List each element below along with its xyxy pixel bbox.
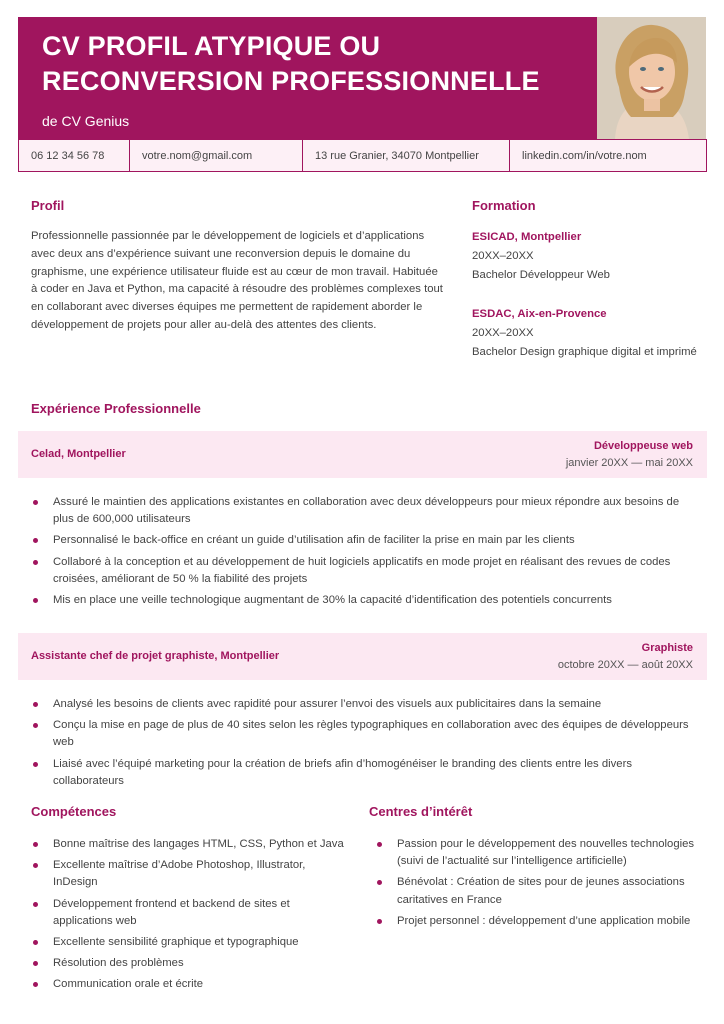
profile-text: Professionnelle passionnée par le développement de logiciels et d’applications avec deux ans d’expérience suivant une reconversion depuis le domaine du graphisme, une expérience utilisateur fluide est au cœur de mon travail. Habituée à coder en Java et Python, ma capacité à résoudre des problèmes complexes tout en collaborant avec diverses équipes me permettent de rapidement aborder le développement de projets pour aller au-delà des attentes des clients. <box>31 230 443 331</box>
interests-heading: Centres d’intérêt <box>369 804 473 819</box>
list-item: Projet personnel : développement d’une application mobile <box>375 913 695 930</box>
education-school: ESDAC, Aix-en-Provence <box>472 308 607 320</box>
job-dates: janvier 20XX — mai 20XX <box>565 457 693 469</box>
list-item: Collaboré à la conception et au développement de huit logiciels applicatifs en mode projet en réalisant des revues de codes croisées, améliorant de 50 % la fiabilité des projets <box>31 554 701 588</box>
list-item: Excellente maîtrise d’Adobe Photoshop, Illustrator, InDesign <box>31 857 351 891</box>
job-header <box>18 431 707 478</box>
profile-heading: Profil <box>31 198 65 213</box>
job-company: Assistante chef de projet graphiste, Montpellier <box>31 650 280 662</box>
job-bullets <box>31 696 701 794</box>
list-item: Assuré le maintien des applications existantes en collaboration avec deux développeurs pour mieux répondre aux besoins de plus de 600,000 utilisateurs <box>31 494 701 528</box>
list-item: Communication orale et écrite <box>31 976 351 993</box>
education-item <box>472 305 702 362</box>
experience-heading: Expérience Professionnelle <box>31 401 201 416</box>
list-item: Développement frontend et backend de sites et applications web <box>31 896 351 930</box>
list-item: Personnalisé le back-office en créant un guide d’utilisation afin de faciliter la prise en main par les clients <box>31 532 701 549</box>
education-dates: 20XX–20XX <box>472 327 534 339</box>
job-dates: octobre 20XX — août 20XX <box>557 659 693 671</box>
education-dates: 20XX–20XX <box>472 250 534 262</box>
education-item <box>472 228 702 285</box>
interests-list <box>375 836 695 934</box>
education-degree: Bachelor Développeur Web <box>472 269 610 281</box>
education-school: ESICAD, Montpellier <box>472 231 582 243</box>
list-item: Résolution des problèmes <box>31 955 351 972</box>
contact-email: votre.nom@gmail.com <box>130 140 303 171</box>
education-degree: Bachelor Design graphique digital et imprimé <box>472 346 697 358</box>
list-item: Liaisé avec l’équipé marketing pour la création de briefs afin d’homogénéiser le branding des clients entre les divers collaborateurs <box>31 756 701 790</box>
title-line-2: RECONVERSION PROFESSIONNELLE <box>42 66 540 96</box>
header-banner <box>18 17 598 139</box>
page-title <box>42 29 582 99</box>
list-item: Analysé les besoins de clients avec rapidité pour assurer l’envoi des visuels aux publicitaires dans la semaine <box>31 696 701 713</box>
title-line-1: CV PROFIL ATYPIQUE OU <box>42 31 381 61</box>
list-item: Bénévolat : Création de sites pour de jeunes associations caritatives en France <box>375 874 695 908</box>
contact-linkedin: linkedin.com/in/votre.nom <box>522 149 647 162</box>
job-role: Graphiste <box>641 642 693 654</box>
list-item: Bonne maîtrise des langages HTML, CSS, Python et Java <box>31 836 351 853</box>
page-subtitle: de CV Genius <box>42 113 130 129</box>
list-item: Passion pour le développement des nouvelles technologies (suivi de l’actualité sur l’intelligence artificielle) <box>375 836 695 870</box>
contact-phone: 06 12 34 56 78 <box>19 140 130 171</box>
contact-bar <box>18 139 707 172</box>
list-item: Conçu la mise en page de plus de 40 sites selon les règles typographiques en collaboration avec des équipes de développeurs web <box>31 717 701 751</box>
job-header <box>18 633 707 680</box>
contact-address: 13 rue Granier, 34070 Montpellier <box>303 140 510 171</box>
profile-photo <box>597 17 706 139</box>
job-company: Celad, Montpellier <box>31 448 126 460</box>
list-item: Excellente sensibilité graphique et typographique <box>31 934 351 951</box>
list-item: Mis en place une veille technologique augmentant de 30% la capacité d’identification des potentiels concurrents <box>31 592 701 609</box>
skills-list <box>31 836 351 998</box>
education-heading: Formation <box>472 198 536 213</box>
skills-heading: Compétences <box>31 804 117 819</box>
job-role: Développeuse web <box>593 440 693 452</box>
job-bullets <box>31 494 701 613</box>
